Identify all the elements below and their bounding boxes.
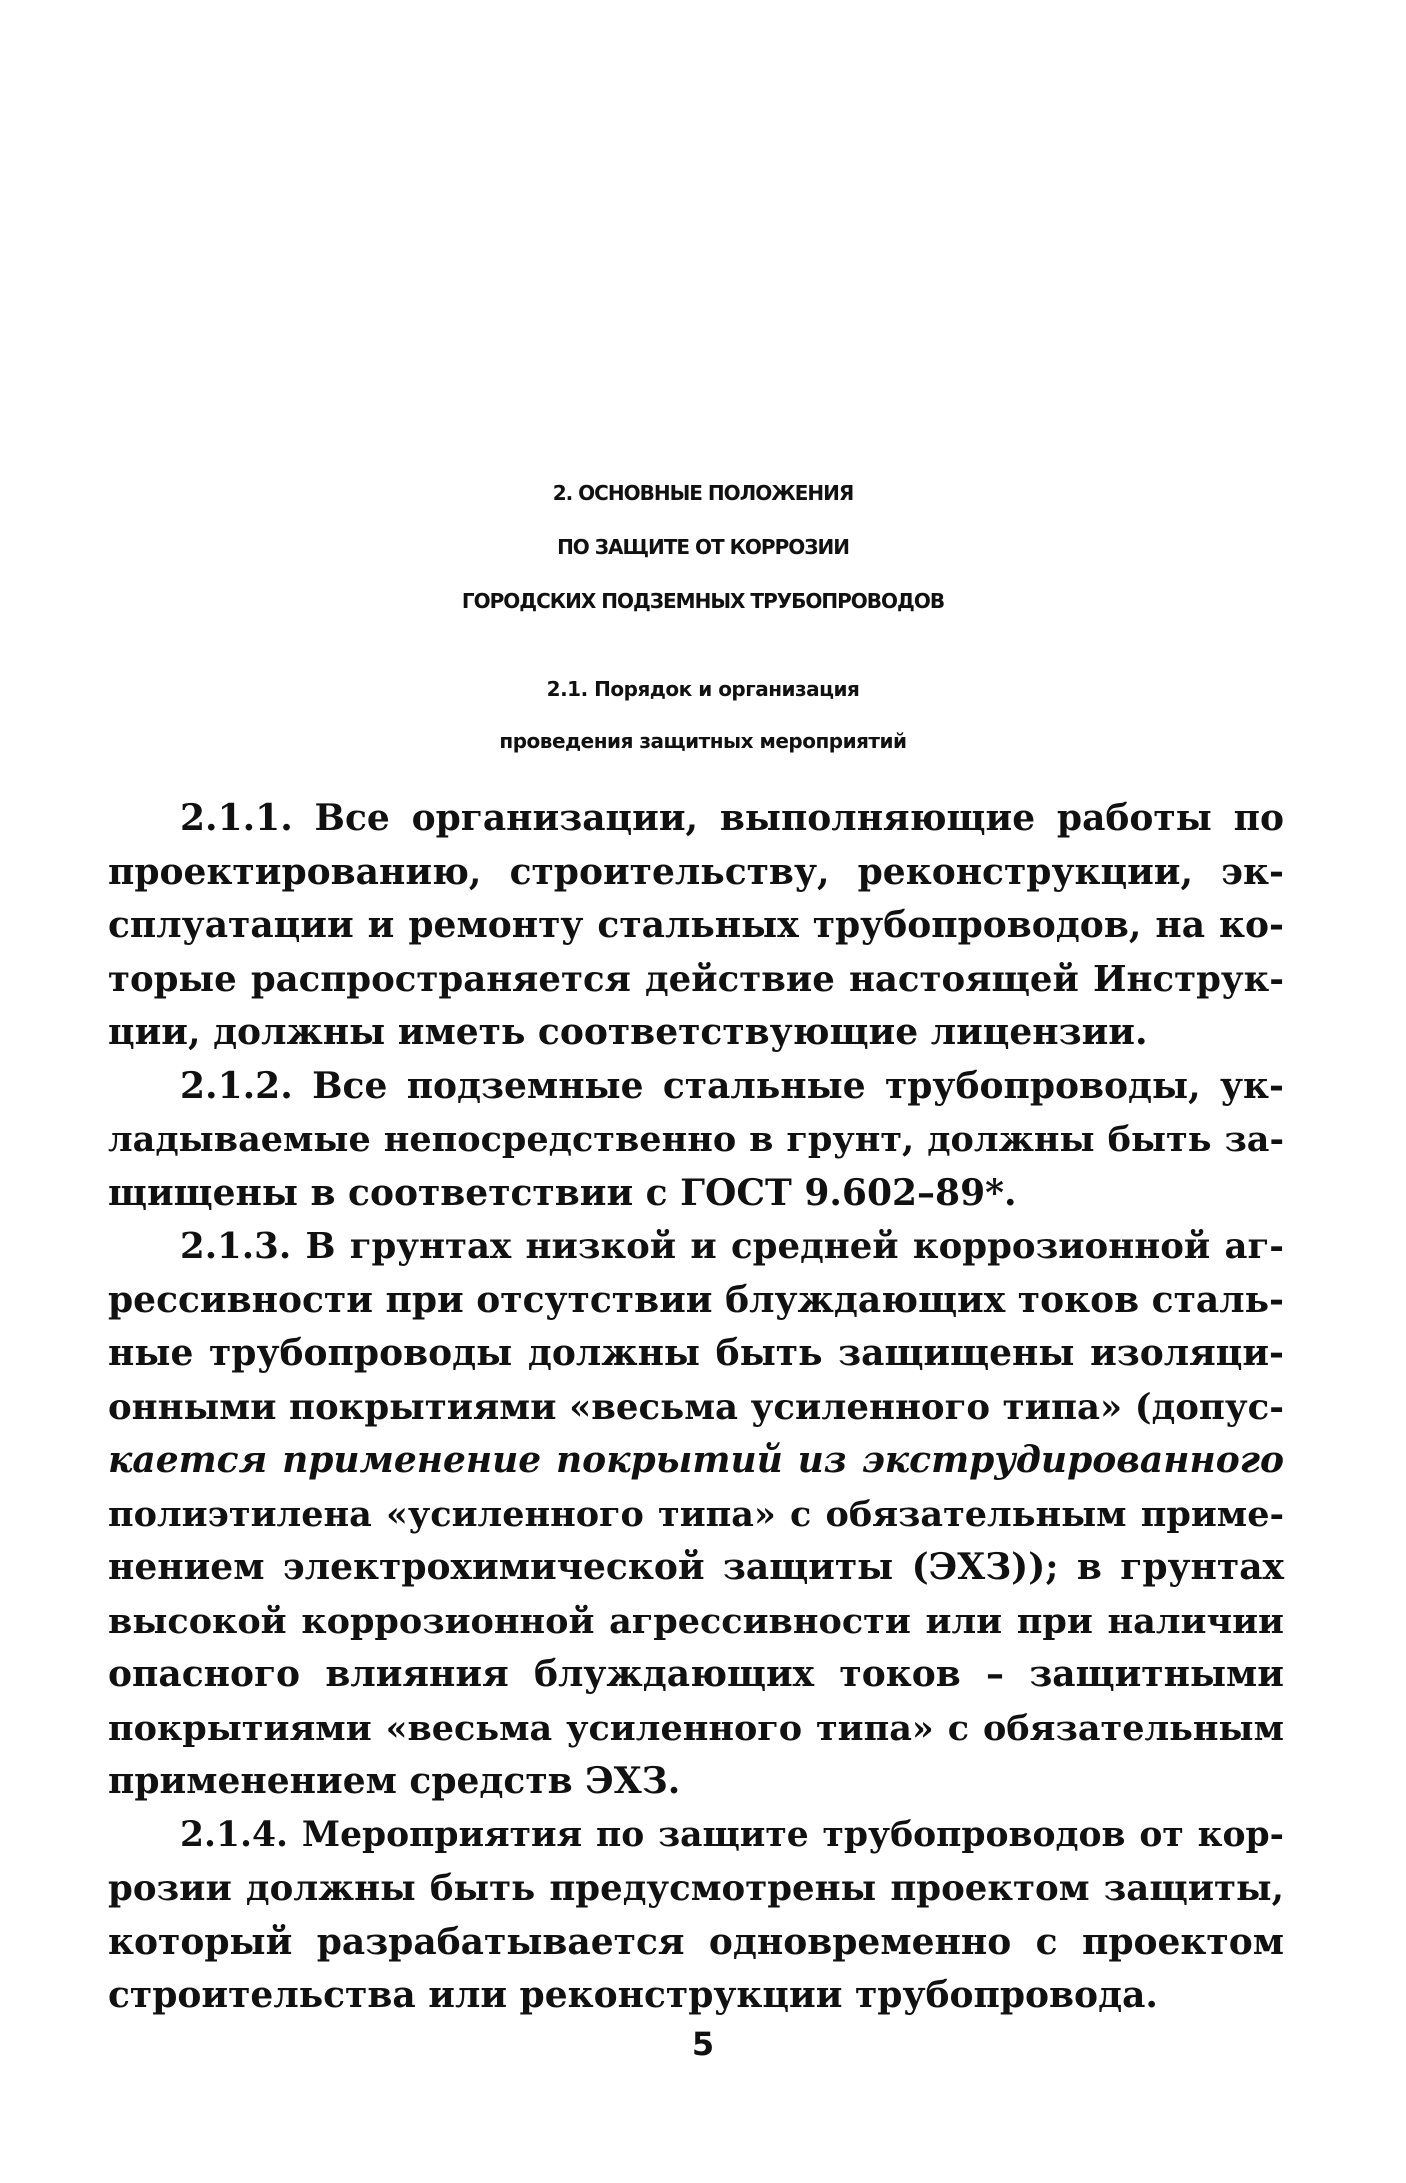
text-line: полиэтилена «усиленного типа» с обязательным приме- xyxy=(108,1493,1284,1535)
text-line: покрытиями «весьма усиленного типа» с обязательным xyxy=(108,1707,1284,1749)
paragraph-2-1-4 xyxy=(108,1809,1284,2023)
text-line: нением электрохимической защиты (ЭХЗ)); в грунтах xyxy=(108,1546,1284,1588)
chapter-title-line: ГОРОДСКИХ ПОДЗЕМНЫХ ТРУБОПРОВОДОВ xyxy=(461,589,945,613)
text-line: онными покрытиями «весьма усиленного типа» (допус- xyxy=(108,1386,1284,1428)
text-line: 2.1.2. Все подземные стальные трубопроводы, ук- xyxy=(180,1064,1284,1107)
chapter-title xyxy=(0,466,1406,628)
section-title xyxy=(0,663,1406,767)
section-title-line: 2.1. Порядок и организация xyxy=(546,677,860,701)
text-line: рессивности при отсутствии блуждающих токов сталь- xyxy=(108,1278,1284,1321)
page-number: 5 xyxy=(691,2025,715,2063)
text-line: розии должны быть предусмотрены проектом защиты, xyxy=(108,1868,1284,1909)
text-line: ции, должны иметь соответствующие лицензии. xyxy=(108,1011,1148,1053)
text-line: применением средств ЭХЗ. xyxy=(108,1760,681,1802)
text-line: проектированию, строительству, реконструкции, эк- xyxy=(108,850,1284,893)
paragraph-2-1-1 xyxy=(108,792,1284,1060)
text-line: сплуатации и ремонту стальных трубопроводов, на ко- xyxy=(108,904,1284,946)
text-line: высокой коррозионной агрессивности или при наличии xyxy=(108,1600,1284,1642)
text-line: 2.1.4. Мероприятия по защите трубопроводов от кор- xyxy=(180,1814,1284,1855)
text-line: щищены в соответствии с ГОСТ 9.602–89*. xyxy=(108,1171,1017,1214)
text-line: торые распространяется действие настоящей Инструк- xyxy=(108,958,1284,1000)
text-line: ладываемые непосредственно в грунт, должны быть за- xyxy=(108,1119,1284,1160)
text-line: опасного влияния блуждающих токов – защитными xyxy=(108,1653,1284,1695)
paragraph-2-1-3 xyxy=(108,1220,1284,1809)
section-title-line: проведения защитных мероприятий xyxy=(499,729,907,753)
chapter-title-line: ПО ЗАЩИТЕ ОТ КОРРОЗИИ xyxy=(557,535,849,559)
text-line: ные трубопроводы должны быть защищены изоляци- xyxy=(108,1332,1284,1374)
chapter-title-line: 2. ОСНОВНЫЕ ПОЛОЖЕНИЯ xyxy=(552,481,854,505)
text-line-italic: кается применение покрытий из экструдированного xyxy=(108,1439,1284,1481)
text-line: 2.1.3. В грунтах низкой и средней коррозионной аг- xyxy=(180,1226,1284,1267)
text-line: строительства или реконструкции трубопровода. xyxy=(108,1974,1158,2016)
text-line: который разрабатывается одновременно с проектом xyxy=(108,1920,1284,1963)
body-text xyxy=(108,792,1284,2023)
text-line: 2.1.1. Все организации, выполняющие работы по xyxy=(180,797,1284,839)
paragraph-2-1-2 xyxy=(108,1060,1284,1221)
